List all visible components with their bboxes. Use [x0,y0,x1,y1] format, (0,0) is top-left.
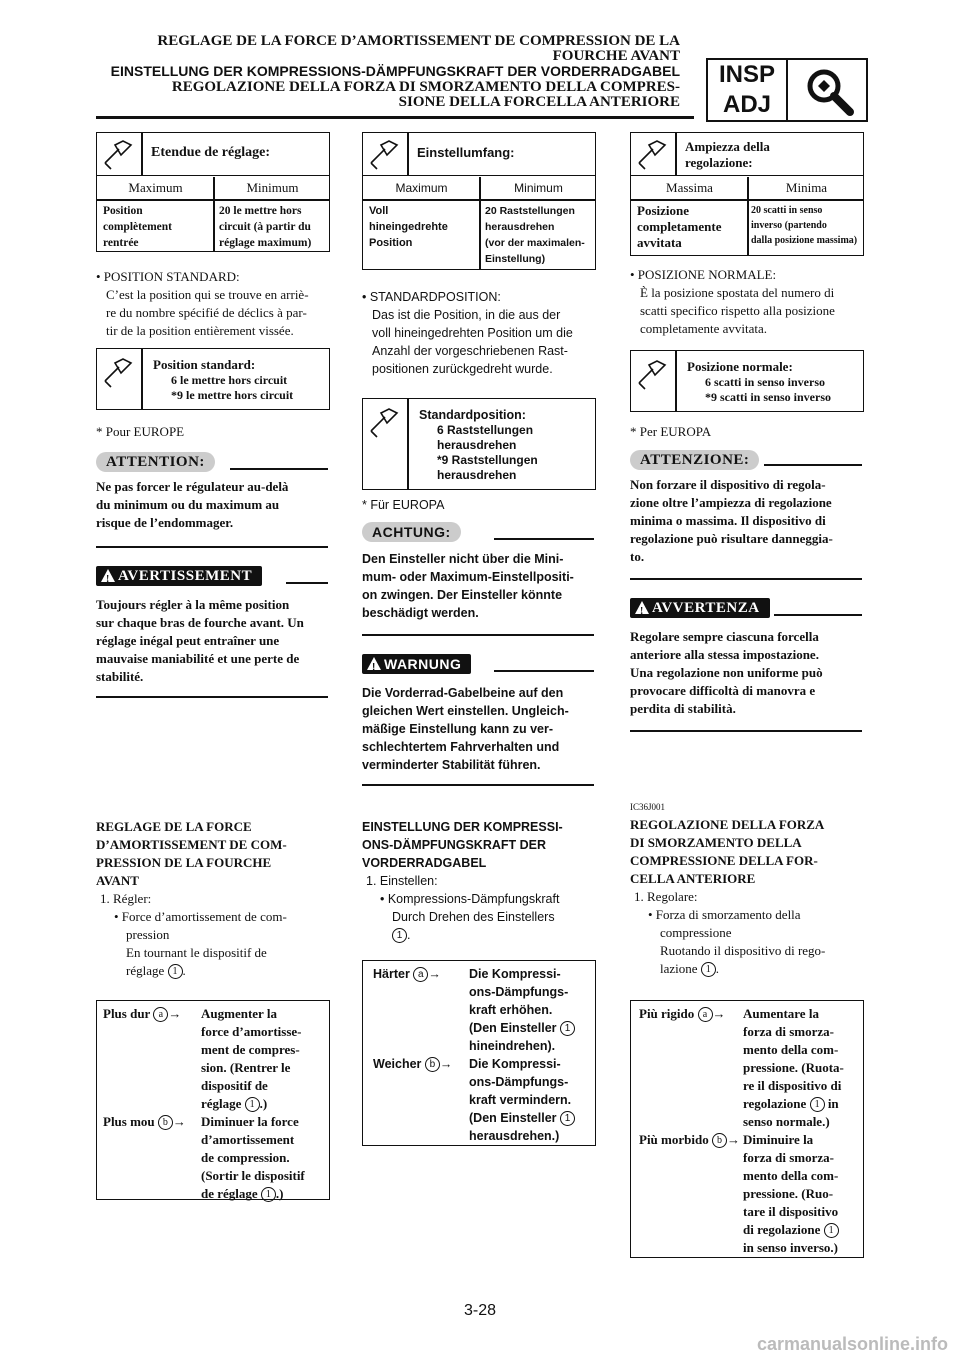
header-rule [96,116,694,119]
text-line: hineingedrehte [369,221,448,233]
callout-b: b [158,1115,173,1130]
text-line: CELLA ANTERIORE [630,871,756,886]
fr-std-title [153,357,293,403]
text-line: Den Einsteller nicht über die Mini- [362,552,564,566]
fr-harder-value [201,1005,319,1113]
de-step-1 [366,872,598,944]
text-line: to. [630,549,645,564]
text-line: verminderter Stabilität führen. [362,758,541,772]
it-std-description [630,266,870,338]
fr-std-description [96,268,336,340]
text-line: 6 le mettre hors circuit [171,373,288,387]
header-line-2: FOURCHE AVANT [552,48,680,64]
it-warning-text [630,628,864,718]
text-line: 20 scatti in senso [751,205,823,216]
text-line: (vor der maximalen- [485,237,585,249]
rule [630,578,862,580]
fr-max-value [103,203,208,251]
text-line: scatti specifico rispetto alla posizione [640,303,835,318]
text-line: regolazione: [685,155,753,170]
text-line: zione oltre l’ampiezza di regolazione [630,495,832,510]
divider [141,349,143,409]
callout-a: a [153,1007,168,1022]
text-line: dispositif de [201,1078,268,1093]
text-line: completamente avvitata. [640,321,768,336]
header-line-5: SIONE DELLA FORCELLA ANTERIORE [398,94,680,110]
text-line: regolazione può risultare danneggia- [630,531,833,546]
de-std-bullet: • STANDARDPOSITION: [362,290,501,304]
de-softer-value [469,1055,589,1145]
text-line: È la posizione spostata del numero di [640,285,835,300]
it-softer-value [743,1131,857,1257]
page-number: 3-28 [463,1302,497,1319]
text-line: force d’amortisse- [201,1024,302,1039]
callout-a: a [413,967,428,982]
divider [407,399,409,489]
text-line: EINSTELLUNG DER KOMPRESSI- [362,820,563,834]
text-line: Härter [373,967,410,981]
wrench-icon [101,355,137,389]
text-line: Plus dur [103,1006,151,1021]
text-line: pression [126,927,170,942]
text-line: mauvaise maniabilité et une perte de [96,651,300,666]
it-attention-badge: ATTENZIONE: [630,450,759,470]
it-attention-text [630,476,864,566]
rule [494,670,594,672]
text-line: Diminuer la force [201,1114,299,1129]
text-line: lazione [660,961,698,976]
de-warning-text [362,684,596,774]
text-line: Più morbido [639,1132,709,1147]
de-col-max: Maximum [395,181,448,195]
rule [286,582,328,584]
callout-b: b [425,1057,440,1072]
text-line: Die Vorderrad-Gabelbeine auf den [362,686,564,700]
text-line: réglage inégal peut entraîner une [96,633,280,648]
text-line: Einstellung) [485,253,546,265]
text-line: ment de compres- [201,1042,300,1057]
it-step-1 [634,888,866,978]
text-line: Più rigido [639,1006,695,1021]
text-line: *9 le mettre hors circuit [171,388,294,402]
text-line: stabilité. [96,669,144,684]
it-warning-label: AVVERTENZA [652,600,760,616]
it-softer-key [639,1131,740,1149]
text-line: herausdrehen [437,438,517,452]
text-line: Una regolazione non uniforme può [630,665,823,680]
fr-col-min: Minimum [246,180,299,195]
insp-adj-badge [706,58,868,122]
text-line: on zwingen. Der Einsteller könnte [362,588,563,602]
arrow-icon: → [168,1006,182,1021]
text-line: completamente [637,219,722,234]
text-line: ons-Dämpfungs- [469,985,569,999]
text-line: REGLAGE DE LA FORCE [96,819,252,834]
text-line: (Den Einsteller [469,1111,557,1125]
de-note: * Für EUROPA [362,498,445,512]
text-line: Voll [369,205,389,217]
text-line: gleichen Wert einstellen. Ungleich- [362,704,569,718]
text-line: de réglage [201,1186,258,1201]
rule [362,784,594,786]
fr-std-box [96,348,330,410]
it-spec-title [685,139,770,171]
de-section-title [362,818,596,872]
text-line: Position standard: [153,357,256,372]
text-line: Das ist die Position, in die aus der [372,308,561,322]
fr-attention-text [96,478,330,532]
text-line: pressione. (Ruo- [743,1186,834,1201]
text-line: schlechtertem Fahrverhalten und [362,740,560,754]
text-line: 20 le mettre hors [219,205,302,217]
text-line: 6 scatti in senso inverso [705,375,825,389]
de-std-box [362,398,596,490]
text-line: Augmenter la [201,1006,277,1021]
adj-label: ADJ [708,90,788,120]
it-std-box [630,350,864,412]
rule [494,538,594,540]
it-harder-key [639,1005,726,1023]
callout-1: 1 [560,1021,575,1036]
text-line: forza di smorza- [743,1024,834,1039]
fr-note: * Pour EUROPE [96,424,185,439]
de-spec-table [362,132,596,270]
de-softer-key [373,1055,452,1073]
text-line: in senso inverso.) [743,1240,838,1255]
callout-1: 1 [261,1187,276,1202]
text-line: voll hineingedrehten Position um die [372,326,573,340]
arrow-icon: → [712,1006,726,1021]
text-line: mum- oder Maximum-Einstellpositi- [362,570,574,584]
fr-section-title [96,818,328,890]
it-section-title [630,816,862,888]
it-std-title [687,359,831,405]
de-harder-key [373,965,441,983]
de-attention-text [362,550,596,622]
text-line: .) [259,1096,268,1111]
text-line: tir de la position entièrement vissée. [106,323,294,338]
de-col-min: Minimum [514,181,563,195]
text-line: d’amortissement [201,1132,295,1147]
header-title-it [172,80,680,110]
rule [96,696,328,698]
text-line: . [715,961,720,976]
arrow-icon: → [439,1057,453,1071]
text-line: 20 Raststellungen [485,205,575,217]
it-min-value [751,203,863,248]
divider [747,177,749,255]
de-adjust-table [362,960,596,1146]
rule [774,614,862,616]
fr-harder-key [103,1005,181,1023]
rule [230,468,328,470]
text-line: 6 Raststellungen [437,423,534,437]
text-line: Die Kompressi- [469,1057,561,1071]
text-line: forza di smorza- [743,1150,834,1165]
de-std-description [362,288,602,378]
text-line: avvitata [637,235,682,250]
fr-softer-key [103,1113,186,1131]
header-line-4: REGOLAZIONE DELLA FORZA DI SMORZAMENTO DELLA COMPRES- [171,79,680,95]
text-line: regolazione [743,1096,807,1111]
it-note: * Per EUROPA [630,424,712,439]
text-line: compressione [660,925,732,940]
fr-col-max: Maximum [128,180,183,195]
text-line: PRESSION DE LA FOURCHE [96,855,272,870]
text-line: circuit (à partir du [219,221,311,233]
text-line: Position [103,205,143,217]
arrow-icon: → [172,1114,186,1129]
text-line: in [827,1096,839,1111]
text-line: beschädigt werden. [362,606,479,620]
text-line: pressione. (Ruota- [743,1060,844,1075]
text-line: • Forza di smorzamento della [648,907,801,922]
text-line: réglage [126,963,165,978]
text-line: Ruotando il dispositivo di rego- [660,943,826,958]
text-line: Regolare sempre ciascuna forcella [630,629,819,644]
text-line: positionen zurückgedreht wurde. [372,362,553,376]
text-line: sion. (Rentrer le [201,1060,291,1075]
text-line: Weicher [373,1057,422,1071]
de-warning-label: WARNUNG [384,656,462,672]
text-line: Aumentare la [743,1006,819,1021]
text-line: AVANT [96,873,139,888]
divider [407,133,409,175]
divider [675,351,677,411]
text-line: • Kompressions-Dämpfungskraft [380,892,560,906]
text-line: senso normale.) [743,1114,830,1129]
text-line: inverso (partendo [751,220,827,231]
text-line: réglage maximum) [219,237,312,249]
text-line: REGOLAZIONE DELLA FORZA [630,817,825,832]
callout-1: 1 [824,1223,839,1238]
text-line: risque de l’endommager. [96,515,234,530]
fr-spec-title: Etendue de réglage: [151,145,270,160]
wrench-icon [635,137,671,171]
text-line: dalla posizione massima) [751,235,858,246]
text-line: Posizione [637,203,689,218]
it-max-value [637,203,742,251]
text-line: hineindrehen). [469,1039,556,1053]
text-line: herausdrehen [437,468,517,482]
text-line: re du nombre spécifié de déclics à par- [106,305,307,320]
text-line: C’est la position qui se trouve en arriè- [106,287,309,302]
text-line: . [182,963,186,978]
text-line: rentrée [103,237,139,249]
divider [213,177,215,251]
de-min-value [485,203,595,267]
text-line: Standardposition: [419,408,526,422]
callout-1: 1 [810,1097,825,1112]
text-line: di regolazione [743,1222,821,1237]
text-line: mäßige Einstellung kann zu ver- [362,722,554,736]
it-section-code: IC36J001 [630,802,666,812]
insp-label: INSP [708,60,788,92]
text-line: Ne pas forcer le régulateur au-delà [96,479,289,494]
wrench-icon [101,137,137,171]
it-adjust-table [630,1000,864,1258]
callout-a: a [698,1007,713,1022]
text-line: .) [275,1186,284,1201]
fr-softer-value [201,1113,321,1203]
header-title-de: EINSTELLUNG DER KOMPRESSIONS-DÄMPFUNGSKRAFT DER VORDERRADGABEL [110,63,680,79]
de-attention-badge: ACHTUNG: [362,522,461,542]
fr-spec-table [96,132,330,252]
text-line: sur chaque bras de fourche avant. Un [96,615,304,630]
text-line: kraft vermindern. [469,1093,572,1107]
text-line: kraft erhöhen. [469,1003,553,1017]
de-max-value [369,203,474,251]
text-line: Anzahl der vorgeschriebenen Rast- [372,344,568,358]
text-line: En tournant le dispositif de [126,945,267,960]
arrow-icon: → [428,967,441,981]
magnifier-wrench-icon [798,64,860,116]
divider [479,177,481,269]
callout-1: 1 [392,928,407,943]
fr-warning-text [96,596,330,686]
watermark: carmanualsonline.info [756,1334,948,1354]
it-harder-value [743,1005,857,1131]
text-line: ONS-DÄMPFUNGSKRAFT DER [362,838,547,852]
it-spec-table [630,132,864,256]
text-line: ons-Dämpfungs- [469,1075,569,1089]
text-line: (Den Einsteller [469,1021,557,1035]
text-line: VORDERRADGABEL [362,856,487,870]
divider [141,133,143,175]
text-line: • Force d’amortissement de com- [114,909,287,924]
rule [764,464,862,466]
wrench-icon [635,357,671,391]
fr-adjust-table [96,1000,330,1200]
text-line: provocare difficoltà di manovra e [630,683,816,698]
text-line: réglage [201,1096,242,1111]
text-line: Posizione normale: [687,359,793,374]
wrench-icon [367,405,403,439]
text-line: Durch Drehen des Einstellers [392,910,555,924]
it-std-bullet: • POSIZIONE NORMALE: [630,267,777,282]
fr-step-1 [100,890,332,980]
fr-warning-label: AVERTISSEMENT [118,568,253,584]
fr-min-value [219,203,329,251]
header-line-1: REGLAGE DE LA FORCE D’AMORTISSEMENT DE COMPRESSION DE LA [157,33,680,49]
de-spec-title: Einstellumfang: [417,145,515,160]
header-title-fr [157,34,680,64]
it-col-max: Massima [666,180,713,195]
divider [675,133,677,175]
text-line: mento della com- [743,1042,839,1057]
text-line: Toujours régler à la même position [96,597,290,612]
callout-1: 1 [245,1097,260,1112]
text-line: herausdrehen [485,221,555,233]
text-line: du minimum ou du maximum au [96,497,280,512]
text-line: DI SMORZAMENTO DELLA [630,835,802,850]
rule [362,634,594,636]
text-line: *9 Raststellungen [437,453,538,467]
text-line: 1. Regolare: [634,889,698,904]
it-warning-badge [630,598,770,618]
arrow-icon: → [726,1132,740,1147]
text-line: mento della com- [743,1168,839,1183]
text-line: herausdrehen.) [469,1129,560,1143]
text-line: anteriore alla stessa impostazione. [630,647,819,662]
callout-1: 1 [701,962,716,977]
text-line: Diminuire la [743,1132,814,1147]
text-line: Plus mou [103,1114,155,1129]
text-line: de compression. [201,1150,290,1165]
it-col-min: Minima [785,180,828,195]
warning-icon [101,569,115,582]
text-line: tare il dispositivo [743,1204,839,1219]
text-line: *9 scatti in senso inverso [705,390,831,404]
de-std-title [419,407,538,483]
text-line: complètement [103,221,172,233]
text-line: Die Kompressi- [469,967,561,981]
text-line: COMPRESSIONE DELLA FOR- [630,853,818,868]
text-line: (Sortir le dispositif [201,1168,305,1183]
fr-attention-badge: ATTENTION: [96,452,215,472]
text-line: D’AMORTISSEMENT DE COM- [96,837,287,852]
text-line: Position [369,237,413,249]
warning-icon [367,657,381,670]
text-line: Non forzare il dispositivo di regola- [630,477,826,492]
de-harder-value [469,965,589,1055]
callout-1: 1 [560,1111,575,1126]
callout-b: b [712,1133,727,1148]
text-line: 1. Régler: [100,891,152,906]
rule [96,546,328,548]
text-line: perdita di stabilità. [630,701,736,716]
wrench-icon [367,137,403,171]
text-line: 1. Einstellen: [366,874,438,888]
text-line: minima o massima. Il dispositivo di [630,513,826,528]
warning-icon [635,601,649,614]
text-line: . [407,928,411,942]
text-line: Ampiezza della [685,139,770,154]
text-line: re il dispositivo di [743,1078,842,1093]
fr-warning-badge [96,566,262,586]
rule [630,730,862,732]
fr-std-bullet: • POSITION STANDARD: [96,269,240,284]
callout-1: 1 [168,964,183,979]
de-warning-badge [362,654,471,674]
